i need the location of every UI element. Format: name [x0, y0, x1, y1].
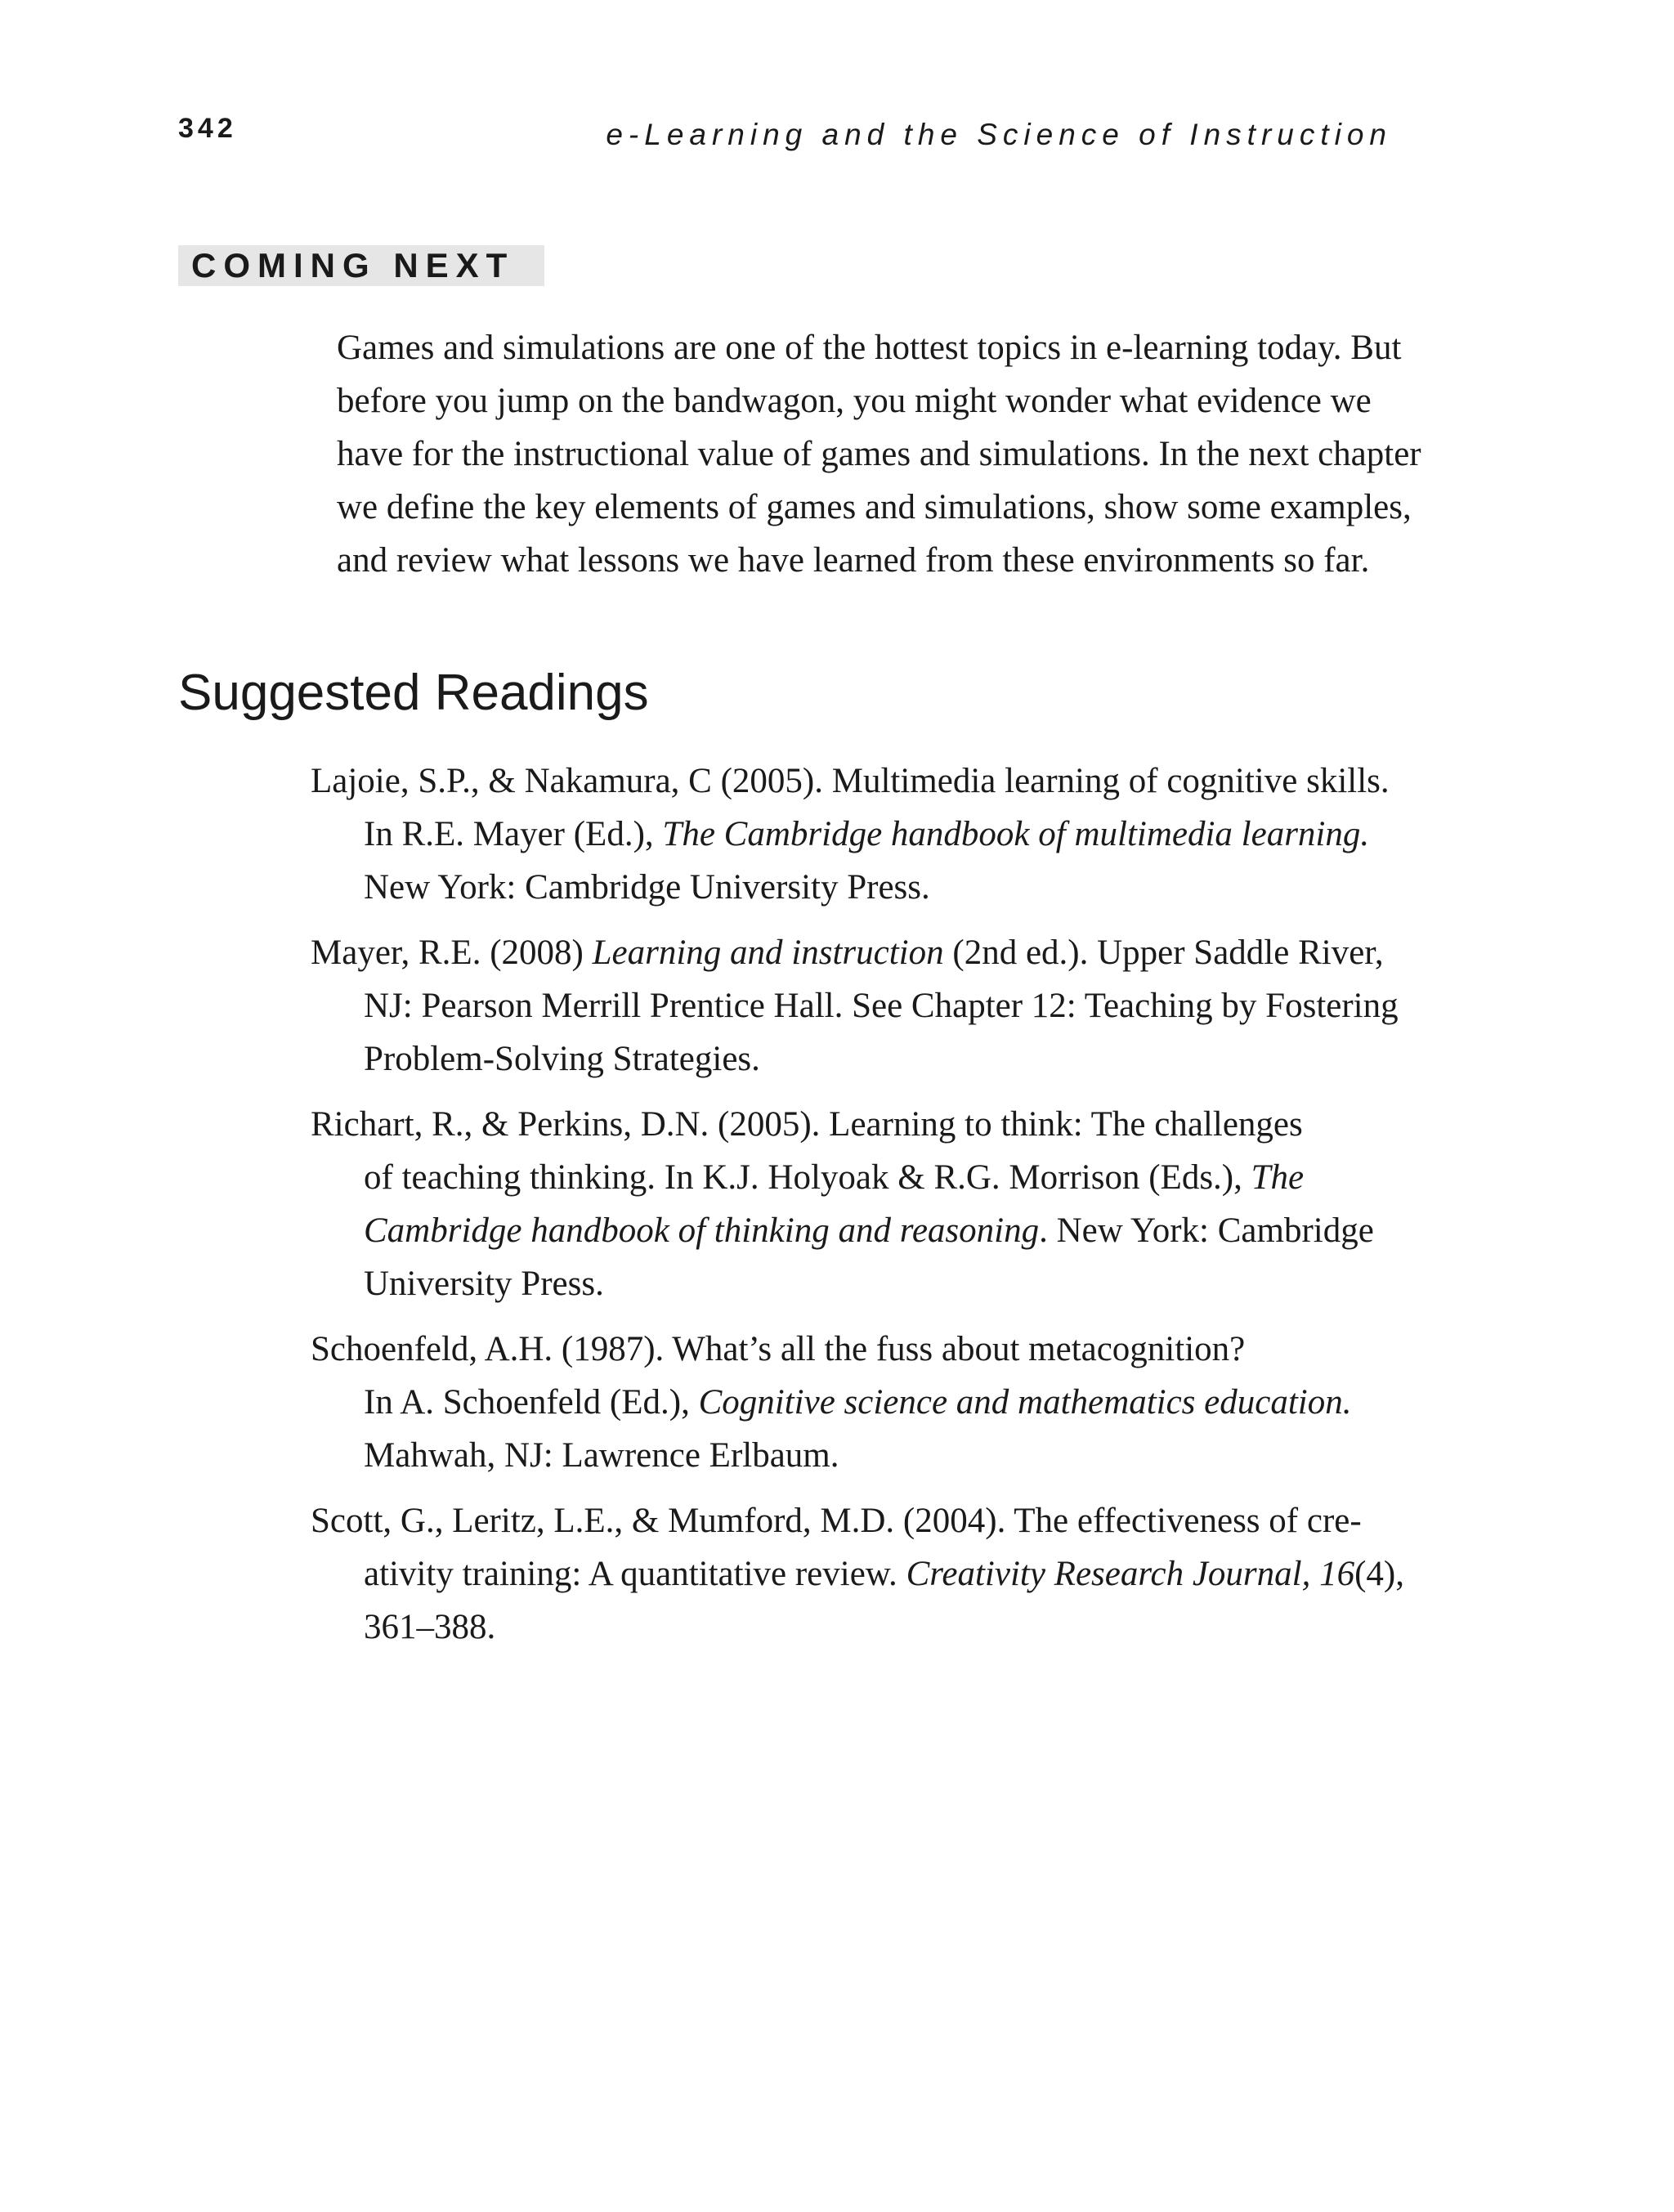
entry-line: Schoenfeld, A.H. (1987). What’s all the fuss about metacognition?: [311, 1330, 1246, 1368]
entry-title: The: [1251, 1158, 1305, 1197]
entry-line: Richart, R., & Perkins, D.N. (2005). Learning to think: The challenges: [311, 1105, 1303, 1144]
entry-title: Cambridge handbook of thinking and reasoning: [364, 1211, 1040, 1250]
entry-text: (4),: [1354, 1555, 1404, 1593]
entry-title: Creativity Research Journal, 16: [906, 1555, 1355, 1593]
entry-text: In R.E. Mayer (Ed.),: [364, 815, 663, 853]
entry-text: . New York: Cambridge: [1039, 1211, 1374, 1250]
reading-entry: [311, 926, 1406, 1086]
entry-line: 361–388.: [364, 1608, 496, 1646]
paragraph-line: before you jump on the bandwagon, you might wonder what evidence we: [337, 382, 1372, 420]
entry-title: The Cambridge handbook of multimedia learning.: [662, 815, 1370, 853]
entry-line: Mahwah, NJ: Lawrence Erlbaum.: [364, 1436, 839, 1475]
entry-line: Lajoie, S.P., & Nakamura, C (2005). Multimedia learning of cognitive skills.: [311, 762, 1390, 800]
entry-title: Cognitive science and mathematics education.: [698, 1383, 1352, 1422]
section-title: Suggested Readings: [178, 665, 649, 721]
entry-line: Scott, G., Leritz, L.E., & Mumford, M.D. (2004). The effectiveness of cre-: [311, 1502, 1362, 1540]
coming-next-label: COMING NEXT: [178, 245, 544, 286]
paragraph-line: Games and simulations are one of the hottest topics in e-learning today. But: [337, 329, 1402, 367]
entry-title: Learning and instruction: [592, 934, 944, 972]
reading-entry: [311, 1494, 1406, 1654]
readings-list: [311, 754, 1406, 1666]
reading-entry: [311, 754, 1406, 914]
entry-line: NJ: Pearson Merrill Prentice Hall. See Chapter 12: Teaching by Fostering: [364, 987, 1399, 1025]
entry-line: [311, 1204, 1406, 1257]
entry-line: University Press.: [364, 1265, 604, 1303]
reading-entry: [311, 1098, 1406, 1310]
entry-line: [311, 808, 1406, 861]
entry-line: [311, 926, 1406, 979]
paragraph-line: we define the key elements of games and simulations, show some examples,: [337, 488, 1412, 526]
paragraph-line: and review what lessons we have learned from these environments so far.: [337, 541, 1370, 580]
paragraph-line: have for the instructional value of games and simulations. In the next chapter: [337, 435, 1421, 473]
entry-text: Mayer, R.E. (2008): [311, 934, 593, 972]
entry-line: New York: Cambridge University Press.: [364, 868, 930, 907]
entry-text: (2nd ed.). Upper Saddle River,: [943, 934, 1384, 972]
entry-text: In A. Schoenfeld (Ed.),: [364, 1383, 699, 1422]
entry-line: [311, 1151, 1406, 1204]
running-head: e-Learning and the Science of Instruction: [606, 118, 1392, 151]
entry-text: ativity training: A quantitative review.: [364, 1555, 906, 1593]
entry-text: of teaching thinking. In K.J. Holyoak & R.G. Morrison (Eds.),: [364, 1158, 1251, 1197]
coming-next-paragraph: [337, 321, 1421, 587]
reading-entry: [311, 1323, 1406, 1482]
page-number: 342: [178, 113, 237, 144]
entry-line: [311, 1547, 1406, 1601]
entry-line: Problem-Solving Strategies.: [364, 1040, 760, 1078]
entry-line: [311, 1376, 1406, 1429]
